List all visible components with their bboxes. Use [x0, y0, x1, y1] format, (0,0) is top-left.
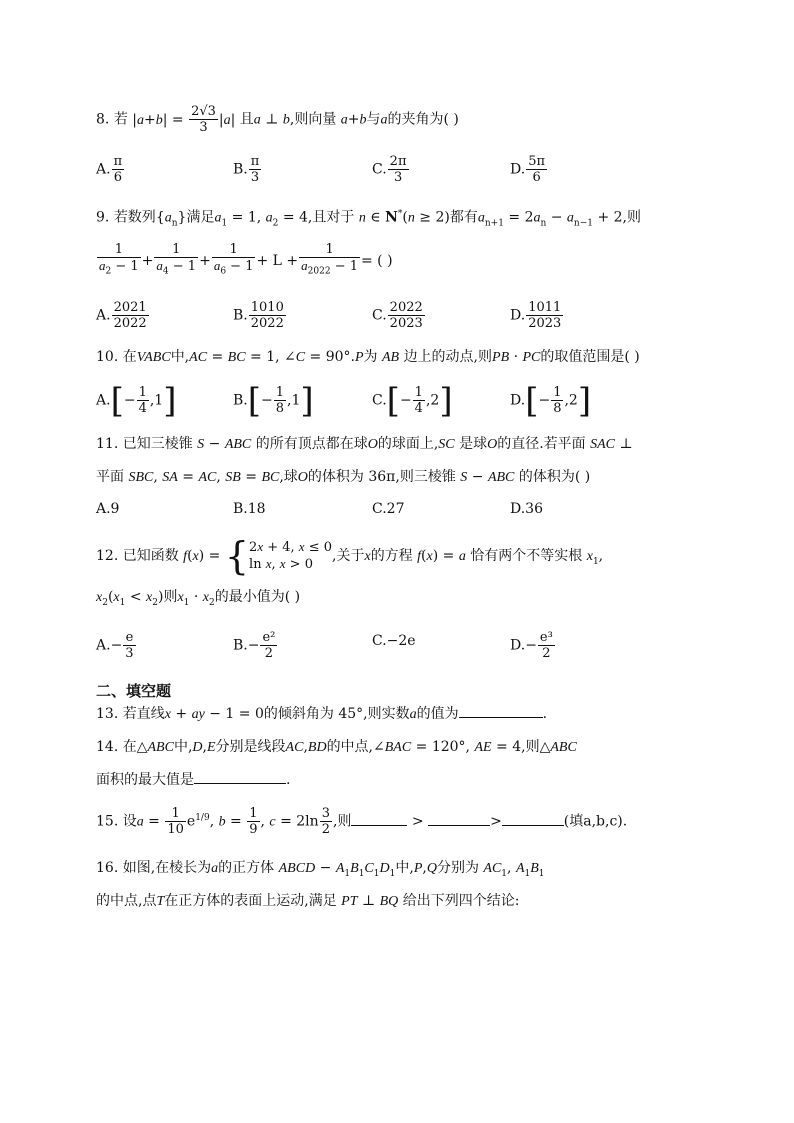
q8-expr-1: |a+b| = $\frac{2√3}{3}$ |a| — [132, 104, 236, 135]
q12-option-d[interactable]: D.− $\frac{\text{e³}}{2}$ — [510, 630, 553, 661]
q9-end: = ( ) — [361, 252, 393, 269]
q9-option-a[interactable]: A. $\frac{2021}{2022}$ — [96, 300, 147, 331]
q16-text: 的中点,点 — [96, 893, 157, 909]
q15-gt: > — [411, 813, 424, 830]
q8-expr-2: a — [253, 112, 261, 128]
q9-text: ,则 — [622, 209, 641, 226]
q12-text: 恰有两个不等实根 — [470, 548, 583, 564]
q8-text: 与 — [366, 111, 381, 128]
q15-gt: > — [490, 813, 502, 830]
q16-text: 中, — [395, 860, 414, 876]
question-13: 13. 若直线x + ay − 1 = 0的倾斜角为 45°,则实数a的值为 . — [96, 703, 547, 726]
question-14-line-1: 14. 在△ABC中,D,E分别是线段AC,BD的中点,∠BAC = 120°, AE = 4,则△ABC — [96, 739, 577, 755]
q14-text: 分别是线段 — [215, 739, 286, 755]
question-8: 8. 若 |a+b| = $\frac{2√3}{3}$ |a| 且a ⊥ b,则向量 a+b与a的夹角为( ) — [96, 104, 459, 135]
q10-text: 为 — [363, 349, 378, 365]
q10-text: 中, — [170, 349, 190, 365]
q8-text: 的夹角为( ) — [387, 111, 459, 128]
q12-text: 则 — [163, 589, 178, 605]
q14-text: 的中点, — [326, 739, 374, 755]
q9-option-d[interactable]: D. $\frac{1011}{2023}$ — [510, 300, 562, 331]
q14-text: 在 — [122, 739, 137, 755]
q8-option-c[interactable]: C. $\frac{2\pi}{3}$ — [372, 154, 407, 185]
section-heading: 二、填空题 — [96, 682, 172, 700]
q9-text: 都有 — [449, 209, 478, 226]
q11-option-c[interactable]: C.27 — [372, 501, 405, 517]
q10-option-a[interactable]: A.[− $\frac{1}{4}$ ,1] — [96, 380, 177, 421]
q11-text: 的体积为( ) — [518, 469, 591, 485]
q9-option-c[interactable]: C. $\frac{2022}{2023}$ — [372, 300, 423, 331]
question-14-line-2 — [96, 769, 290, 791]
q15-blank-1[interactable] — [351, 811, 407, 826]
q16-text: 给出下列四个结论: — [402, 893, 520, 909]
q13-answer-blank[interactable] — [459, 703, 543, 718]
q10-text: 的取值范围是( ) — [540, 349, 640, 365]
q11-text: 的直径.若平面 — [497, 436, 586, 452]
q13-number: 13. — [96, 706, 119, 722]
q10-option-b[interactable]: B.[− $\frac{1}{8}$ ,1] — [233, 380, 314, 421]
q14-end: . — [286, 772, 291, 788]
q11-text: 的球面上, — [377, 436, 439, 452]
q10-option-c[interactable]: C.[− $\frac{1}{4}$ ,2] — [372, 380, 453, 421]
question-15: 15. 设a = $\frac{1}{10}$ $e^{1/9}$, b = $\frac{1}{9}$ , c = 2ln $\frac{3}{2}$ ,则 > > (填a,b,c). — [96, 806, 628, 837]
q14-number: 14. — [96, 739, 119, 755]
q12-text: 的最小值为( ) — [214, 589, 301, 605]
q10-text: 边上的动点,则 — [403, 349, 493, 365]
q12-option-a[interactable]: A.− $\frac{e}{3}$ — [96, 630, 134, 661]
q8-number: 8. — [96, 111, 110, 128]
q9-option-b[interactable]: B. $\frac{1010}{2022}$ — [233, 300, 284, 331]
q13-end: . — [542, 706, 548, 722]
q15-number: 15. — [96, 813, 119, 830]
q11-option-a[interactable]: A.9 — [96, 501, 120, 517]
q9-number: 9. — [96, 209, 110, 226]
q10-text: 在 — [122, 349, 137, 365]
q9-text: ,且对于 — [307, 209, 355, 226]
question-9: 9. 若数列$\{a_n\}$满足$a_1 = 1$, $a_2 = 4$,且对于 n ∈ N*(n ≥ 2)都有$a_{n+1} = 2a_n - a_{n-1} + 2$,则 — [96, 209, 641, 229]
q15-end: (填a,b,c). — [563, 813, 628, 830]
q8-text: 若 — [113, 111, 128, 128]
q11-option-d[interactable]: D.36 — [510, 501, 543, 517]
q9-text: 满足 — [186, 209, 215, 226]
q11-number: 11. — [96, 436, 119, 452]
q13-text: 的倾斜角为 45°,则实数 — [263, 706, 410, 722]
q11-text: 的所有顶点都在球 — [255, 436, 368, 452]
question-12-line-1: 12. 已知函数 f(x) = { 2x + 4, x ≤ 0 ln x, x > 0 ,关于x的方程 f(x) = a 恰有两个不等实根 $x_1$, — [96, 534, 604, 578]
q10-option-d[interactable]: D.[− $\frac{1}{8}$ ,2] — [510, 380, 592, 421]
q14-answer-blank[interactable] — [194, 769, 286, 784]
q13-text: 的值为 — [416, 706, 459, 722]
q16-number: 16. — [96, 860, 119, 876]
q12-text: ,关于 — [332, 548, 365, 564]
q16-text: 分别为 — [436, 860, 479, 876]
question-10: 10. 在VABC中,AC = BC = 1, ∠C = 90°.P为 AB 边上的动点,则PB · PC的取值范围是( ) — [96, 349, 640, 365]
q14-text: ,则 — [521, 739, 540, 755]
q8-option-d[interactable]: D. $\frac{5\pi}{6}$ — [510, 154, 546, 185]
q15-blank-3[interactable] — [502, 811, 564, 826]
q16-text: 的正方体 — [218, 860, 275, 876]
q14-text: 中, — [173, 739, 193, 755]
q11-text: ,球 — [279, 469, 298, 485]
q9-expression: $\frac{1}{a_2 - 1}$ + $\frac{1}{a_4 - 1}$ + $\frac{1}{a_6 - 1}$ + L + $\frac{1}{a_{2022} - 1}$ = ( ) — [96, 242, 393, 280]
q8-text: ,则向量 — [289, 111, 337, 128]
q9-text: 若数列 — [113, 209, 156, 226]
question-11-line-2: 平面 SBC, SA = AC, SB = BC,球O的体积为 36π,则三棱锥 S − ABC 的体积为( ) — [96, 469, 591, 485]
q11-text: 是球 — [459, 436, 488, 452]
q12-text: 已知函数 — [122, 548, 179, 564]
q12-option-c[interactable]: C.−2e — [372, 633, 416, 649]
q13-text: 若直线 — [122, 706, 165, 722]
q11-option-b[interactable]: B.18 — [233, 501, 266, 517]
q15-blank-2[interactable] — [428, 811, 490, 826]
q11-text: 的体积为 36π,则三棱锥 — [307, 469, 456, 485]
question-11-line-1: 11. 已知三棱锥 S − ABC 的所有顶点都在球O的球面上,SC 是球O的直径.若平面 SAC ⊥ — [96, 436, 633, 452]
q15-text: ,则 — [332, 813, 352, 830]
q12-number: 12. — [96, 548, 119, 564]
q8-option-b[interactable]: B. $\frac{\pi}{3}$ — [233, 154, 260, 185]
question-16-line-1: 16. 如图,在棱长为a的正方体 ABCD − $A_1B_1C_1D_1$中,P,Q分别为 $AC_1$, $A_1B_1$ — [96, 860, 545, 879]
q16-text: 在正方体的表面上运动,满足 — [164, 893, 337, 909]
q14-text: 面积的最大值是 — [96, 772, 194, 788]
q8-text: 且 — [239, 111, 254, 128]
q10-number: 10. — [96, 349, 119, 365]
question-12-line-2: $x_2(x_1 < x_2)$则$x_1 \cdot x_2$的最小值为( ) — [96, 589, 301, 608]
q12-option-b[interactable]: B.− $\frac{\text{e²}}{2}$ — [233, 630, 276, 661]
question-16-line-2: 的中点,点T在正方体的表面上运动,满足 PT ⊥ BQ 给出下列四个结论: — [96, 893, 520, 909]
q8-expr-3: a — [340, 112, 348, 128]
q11-text: 已知三棱锥 — [122, 436, 193, 452]
q8-option-a[interactable]: A. $\frac{\pi}{6}$ — [96, 154, 123, 185]
q11-text: 平面 — [96, 469, 124, 485]
q16-text: 如图,在棱长为 — [122, 860, 212, 876]
q12-text: 的方程 — [370, 548, 413, 564]
q15-text: 设 — [122, 813, 137, 830]
